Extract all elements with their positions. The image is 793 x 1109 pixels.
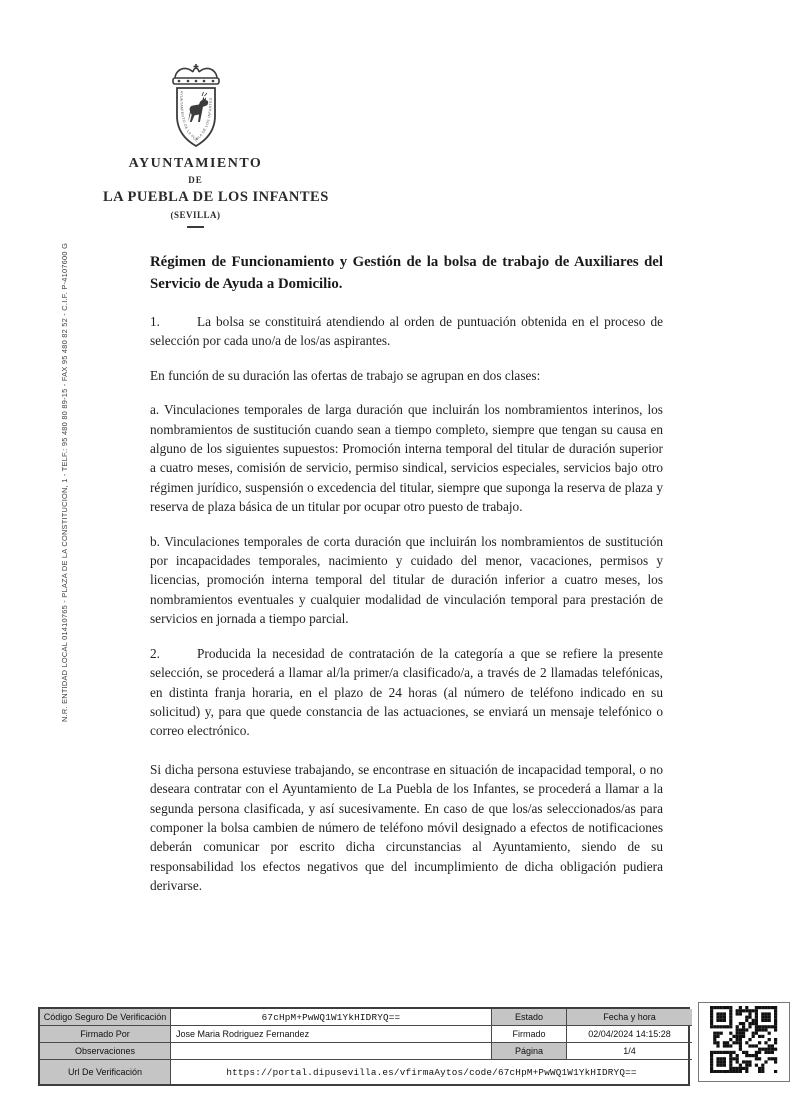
svg-text:AYUNTAMIENTO DE LA PUEBLA DE L: AYUNTAMIENTO DE LA PUEBLA DE LOS INFANTES	[178, 90, 213, 143]
paragraph-text: a. Vinculaciones temporales de larga duración que incluirán los nombramientos interinos, los nombramientos de sustitución cuando sean a tiempo completo, siempre que tengan su causa en alguno de los siguientes supuestos: Promoción interna temporal del titular de duración superior a cuatro meses, comisión de servicio, permiso sindical, servicios especiales, servicios bajo otro régimen jurídico, suspensión o excedencia del titular, siempre que suponga la reserva de plaza y reserva de plaza básica de un titular por ocupar otro puesto de trabajo.	[150, 402, 663, 515]
paragraph-5	[150, 644, 663, 741]
coat-of-arms-icon	[166, 62, 226, 150]
paragraph-4	[150, 532, 663, 629]
observations-value	[171, 1043, 492, 1060]
fecha-header: Fecha y hora	[567, 1009, 692, 1026]
pagina-label: Página	[492, 1043, 567, 1060]
estado-header: Estado	[492, 1009, 567, 1026]
paragraph-1	[150, 312, 663, 351]
paragraph-3	[150, 400, 663, 516]
document-header	[103, 62, 329, 228]
paragraph-number: 2.	[150, 645, 160, 661]
org-name-line1: AYUNTAMIENTO	[128, 156, 263, 171]
signed-by-value: Jose Maria Rodriguez Fernandez	[171, 1026, 492, 1043]
url-value: https://portal.dipusevilla.es/vfirmaAytos/code/67cHpM+PwWQ1W1YkHIDRYQ==	[226, 1066, 637, 1078]
qr-code-box	[698, 1002, 790, 1082]
csv-value: 67cHpM+PwWQ1W1YkHIDRYQ==	[171, 1009, 492, 1026]
org-name-line4: (SEVILLA)	[170, 210, 221, 220]
paragraph-6	[150, 760, 663, 896]
qr-code-icon	[710, 1006, 777, 1078]
signed-by-label: Firmado Por	[40, 1026, 171, 1043]
paragraph-number: 1.	[150, 314, 160, 329]
org-name-line2: DE	[188, 175, 203, 185]
paragraph-text: Si dicha persona estuviese trabajando, se encontrase en situación de incapacidad temporal, o no deseara contratar con el Ayuntamiento de La Puebla de los Infantes, se procederá a llamar a la segunda persona clasificada, y así sucesivamente. En caso de que los/as seleccionados/as para componer la bolsa cambien de número de teléfono móvil designado a efectos de notificaciones deberán comunicar por escrito dicha circunstancias al Ayuntamiento, siendo de su responsabilidad los efectos negativos que del incumplimiento de dicha obligación pudiera derivarse.	[150, 761, 663, 894]
org-name-line3: LA PUEBLA DE LOS INFANTES	[103, 189, 329, 205]
signature-verification-table	[38, 1007, 690, 1086]
document-title: Régimen de Funcionamiento y Gestión de la bolsa de trabajo de Auxiliares del Servicio de Ayuda a Domicilio.	[150, 254, 663, 292]
paragraph-text: En función de su duración las ofertas de trabajo se agrupan en dos clases:	[150, 367, 541, 383]
fecha-value: 02/04/2024 14:15:28	[567, 1026, 692, 1043]
header-separator	[187, 226, 204, 228]
paragraph-text: Producida la necesidad de contratación de la categoría a que se refiere la presente selección, se procederá a llamar al/la primer/a clasificado/a, a través de 2 llamadas telefónicas, en distinta franja horaria, en el plazo de 24 horas (al número de teléfono indicado en su solicitud) y, para que quede constancia de las actuaciones, se enviará un mensaje telefónico o correo electrónico.	[150, 645, 663, 739]
estado-value: Firmado	[492, 1026, 567, 1043]
observations-label: Observaciones	[40, 1043, 171, 1060]
document-body	[150, 252, 663, 915]
paragraph-text: La bolsa se constituirá atendiendo al orden de puntuación obtenida en el proceso de selección por cada uno/a de los/as aspirantes.	[150, 314, 663, 349]
pagina-value: 1/4	[567, 1043, 692, 1060]
paragraph-text: b. Vinculaciones temporales de corta duración que incluirán los nombramientos de sustitución por incapacidades temporales, nacimiento y cuidado del menor, vacaciones, permisos y licencias, promoción interna temporal del titular de duración inferior a cuatro meses, los nombramientos eventuales y cualquier modalidad de vinculación temporal para prestación de servicios en jornada a tiempo parcial.	[150, 533, 663, 627]
margin-registration-text: N.R. ENTIDAD LOCAL 01410765 - PLAZA DE LA CONSTITUCION, 1 - TELF.: 95 480 80 89-15 - FAX 95 480 82 52 - C.I.F. P-4107600 G	[60, 242, 69, 722]
url-label: Url De Verificación	[40, 1060, 171, 1084]
csv-label: Código Seguro De Verificación	[40, 1009, 171, 1026]
paragraph-2	[150, 366, 663, 385]
